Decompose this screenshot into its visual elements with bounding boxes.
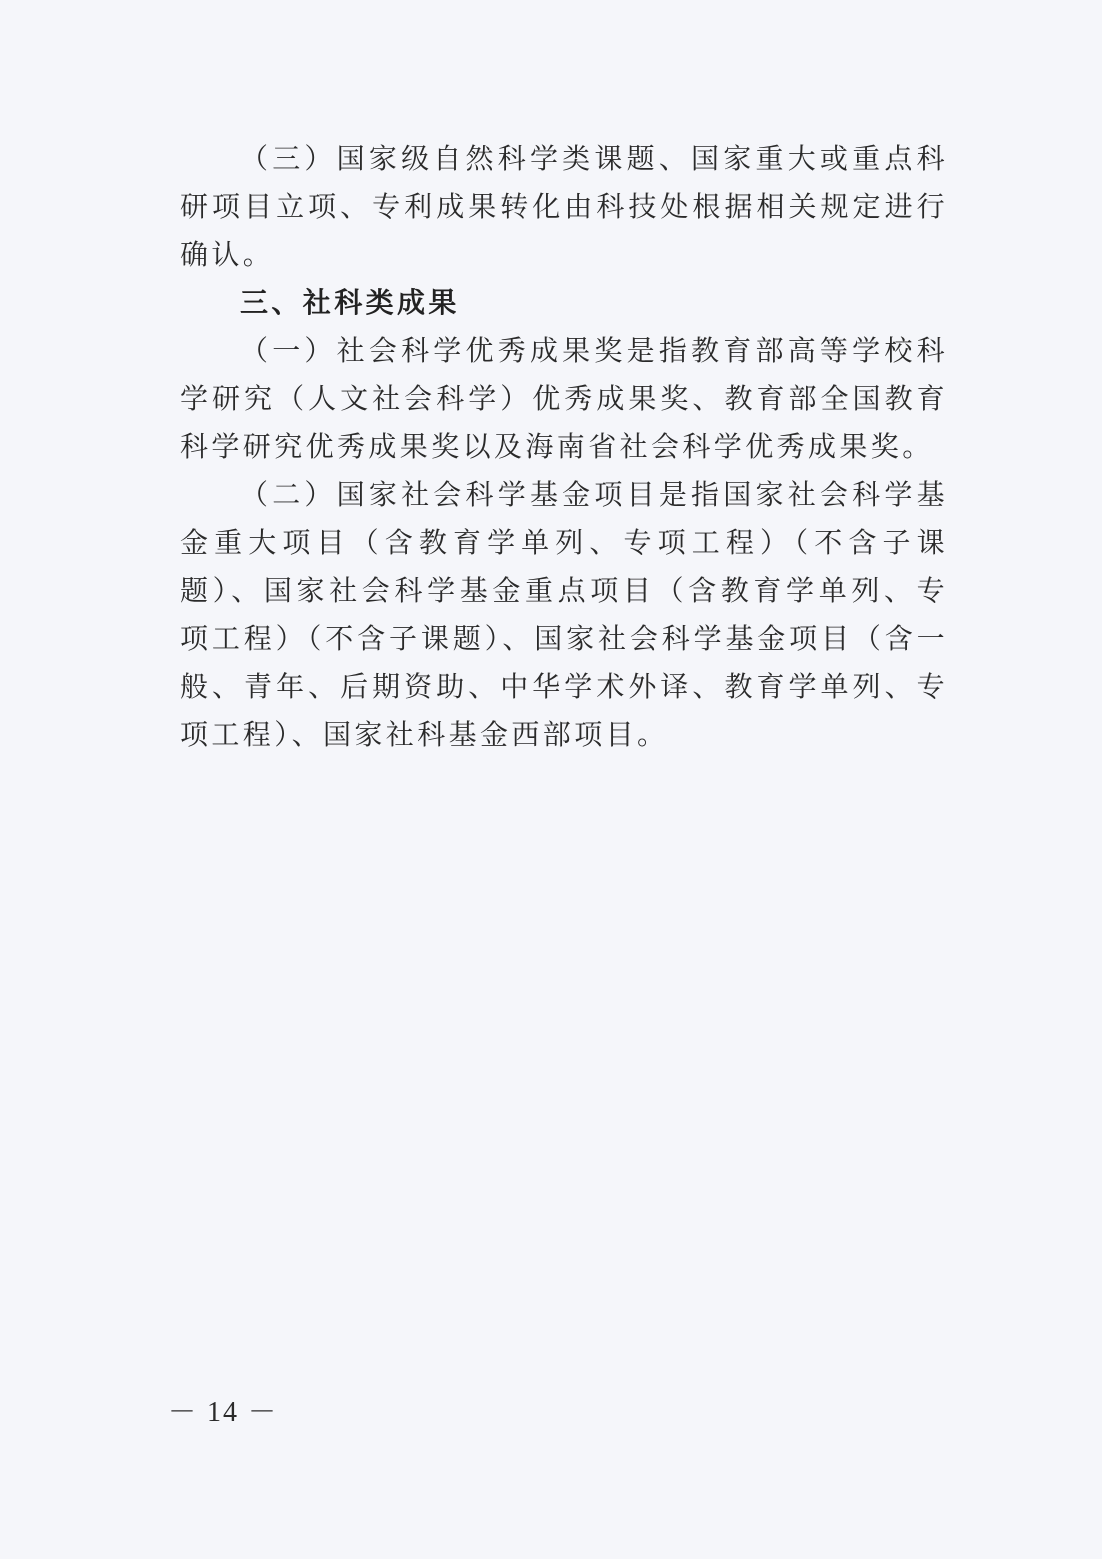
document-body	[180, 135, 948, 759]
section-heading-social-science: 三、社科类成果	[240, 286, 460, 319]
paragraph-social-science-fund: （二）国家社会科学基金项目是指国家社会科学基金重大项目（含教育学单列、专项工程）（不含子课题）、国家社会科学基金重点项目（含教育学单列、专项工程）（不含子课题）、国家社会科学基金项目（含一般、青年、后期资助、中华学术外译、教育学单列、专项工程）、国家社科基金西部项目。	[180, 478, 948, 751]
page-number: － 14 －	[168, 1397, 279, 1428]
paragraph-natural-science-projects: （三）国家级自然科学类课题、国家重大或重点科研项目立项、专利成果转化由科技处根据相关规定进行确认。	[180, 142, 948, 271]
paragraph-social-science-awards: （一）社会科学优秀成果奖是指教育部高等学校科学研究（人文社会科学）优秀成果奖、教育部全国教育科学研究优秀成果奖以及海南省社会科学优秀成果奖。	[180, 334, 948, 463]
